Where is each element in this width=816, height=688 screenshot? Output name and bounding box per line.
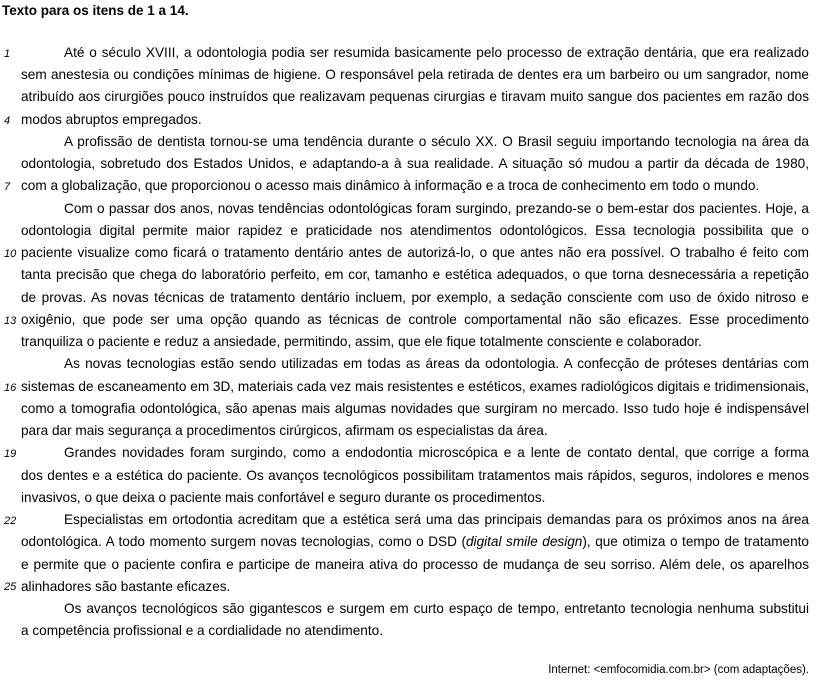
text-line: odontologia digital permite maior rapidez e praticidade nos atendimentos odontológicos. Essa tecnologia possibilita que o — [21, 223, 809, 238]
text-line: com a globalização, que proporcionou o acesso mais dinâmico à informação e a troca de conhecimento em todo o mundo. — [21, 178, 760, 193]
text-line: As novas tecnologias estão sendo utilizadas em todas as áreas da odontologia. A confecção de próteses dentárias com — [64, 356, 809, 371]
text-line: Grandes novidades foram surgindo, como a endodontia microscópica e a lente de contato dental, que corrige a forma — [64, 445, 809, 460]
text-line: Os avanços tecnológicos são gigantescos e surgem em curto espaço de tempo, entretanto tecnologia nenhuma substitui — [64, 601, 809, 616]
text-line — [21, 531, 809, 553]
text-line: odontologia, sobretudo dos Estados Unidos, e adaptando-a à sua realidade. A situação só mudou a partir da década de 1980, — [21, 156, 809, 171]
text-line: tranquiliza o paciente e reduz a ansiedade, permitindo, assim, que ele fique totalmente consciente e colaborador. — [21, 334, 702, 349]
line-number: 4 — [4, 115, 11, 127]
passage-heading: Texto para os itens de 1 a 14. — [2, 3, 189, 18]
text-line: Com o passar dos anos, novas tendências odontológicas foram surgindo, prezando-se o bem-estar dos pacientes. Hoje, a — [64, 201, 809, 216]
text-line: paciente visualize como ficará o tratamento dentário antes de autorizá-lo, o que antes não era possível. O trabalho é feito com — [21, 245, 809, 260]
italic-term: digital smile design — [466, 534, 583, 549]
text-line: invasivos, o que deixa o paciente mais confortável e seguro durante os procedimentos. — [21, 490, 546, 505]
text-line: tanta precisão que chega do laboratório perfeito, em cor, tamanho e estética adequados, o que torna desnecessária a repetição — [21, 267, 809, 282]
text-line: sistemas de escaneamento em 3D, materiais cada vez mais resistentes e estéticos, exames radiológicos digitais e tridimensionais, — [21, 379, 810, 394]
text-line: oxigênio, que pode ser uma opção quando as técnicas de controle comportamental não são eficazes. Esse procedimento — [21, 312, 809, 327]
line-number: 10 — [4, 248, 17, 260]
line-number: 7 — [4, 181, 11, 193]
text-line: de provas. As novas técnicas de tratamento dentário incluem, por exemplo, a sedação consciente com uso de óxido nitroso e — [21, 290, 809, 305]
text-line: para dar mais segurança a procedimentos cirúrgicos, afirmam os especialistas da área. — [21, 423, 548, 438]
text-line: como a tomografia odontológica, são apenas mais algumas novidades que surgiram no mercado. Isso tudo hoje é indispensável — [21, 401, 809, 416]
line-number: 1 — [4, 48, 11, 60]
text-line: Especialistas em ortodontia acreditam que a estética será uma das principais demandas para os próximos anos na área — [64, 512, 809, 527]
text-line: alinhadores são bastante eficazes. — [21, 579, 231, 594]
text-line: a competência profissional e a cordialidade no atendimento. — [21, 623, 383, 638]
text-line: modos abruptos empregados. — [21, 112, 202, 127]
text-segment: odontológica. A todo momento surgem novas tecnologias, como o DSD ( — [21, 534, 466, 549]
line-number: 25 — [4, 581, 17, 593]
source-citation: Internet: <emfocomidia.com.br> (com adaptações). — [548, 664, 809, 676]
line-number: 16 — [4, 382, 17, 394]
text-line: sem anestesia ou condições mínimas de higiene. O responsável pela retirada de dentes era um barbeiro ou um sangrador, nome — [21, 67, 809, 82]
text-line: atribuído aos cirurgiões pouco instruídos que realizavam pequenas cirurgias e tiravam muito sangue dos pacientes em razão dos — [21, 89, 809, 104]
line-number: 13 — [4, 315, 17, 327]
text-line: Até o século XVIII, a odontologia podia ser resumida basicamente pelo processo de extração dentária, que era realizado — [64, 45, 809, 60]
text-segment: ), que otimiza o tempo de tratamento — [582, 534, 809, 549]
text-line: e permite que o paciente confira e participe de maneira ativa do processo de mudança de seu sorriso. Além dele, os aparelhos — [21, 557, 809, 572]
text-line: dos dentes e a estética do paciente. Os avanços tecnológicos possibilitam tratamentos mais rápidos, seguros, indolores e menos — [21, 468, 809, 483]
text-line: A profissão de dentista tornou-se uma tendência durante o século XX. O Brasil seguiu importando tecnologia na área da — [64, 134, 809, 149]
line-number: 22 — [4, 515, 17, 527]
line-number: 19 — [4, 448, 17, 460]
